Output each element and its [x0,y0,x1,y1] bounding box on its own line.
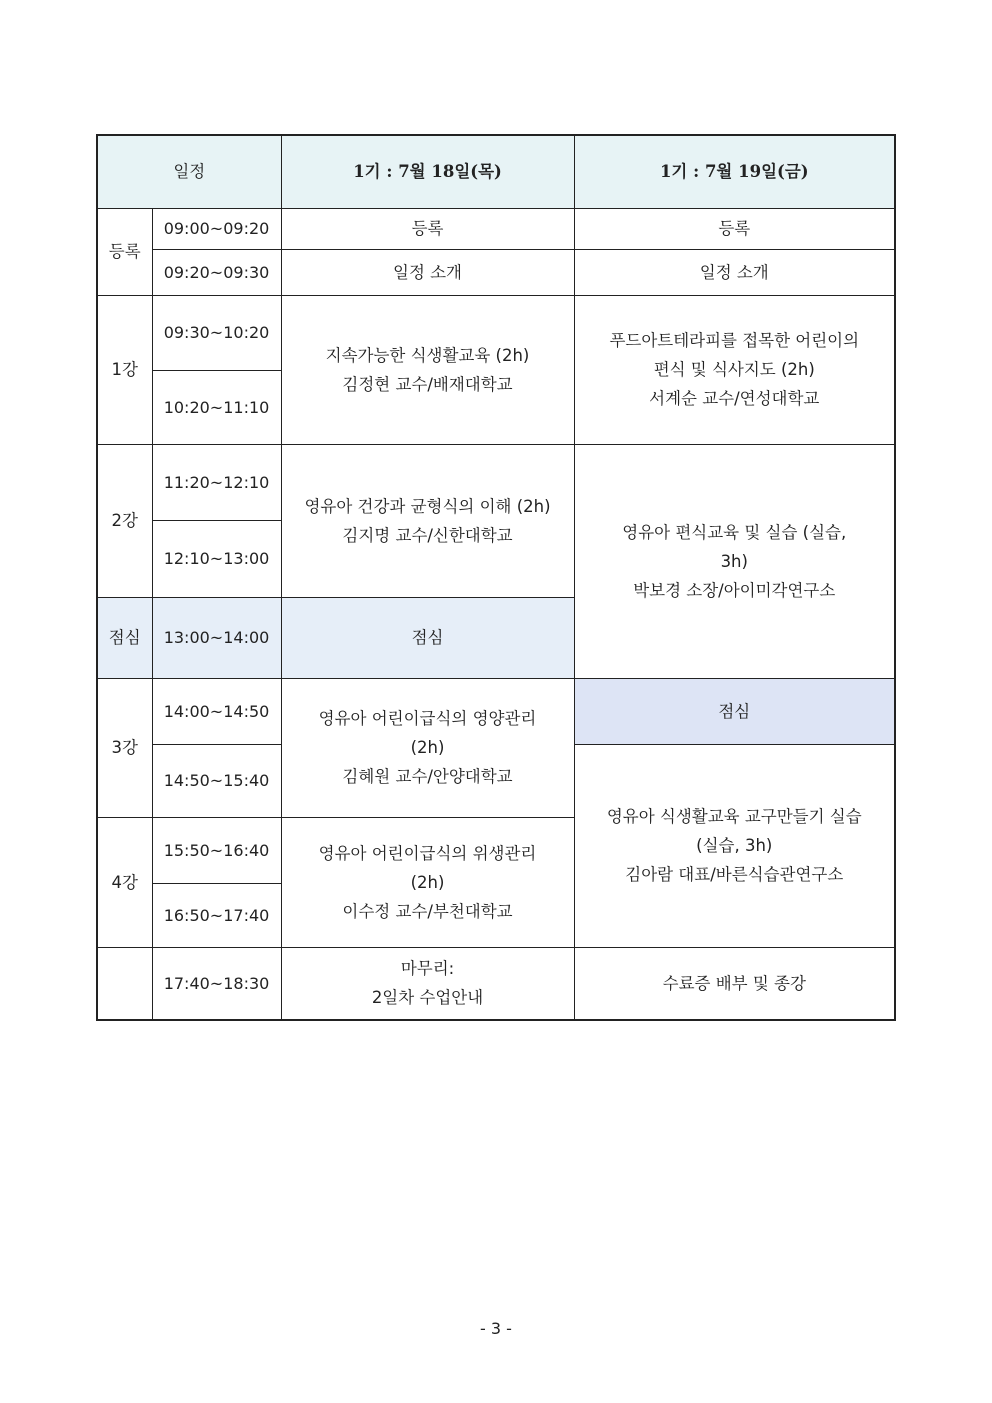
time-cell: 14:50~15:40 [152,744,281,817]
lecture-title: 영유아 식생활교육 교구만들기 실습 [606,807,862,826]
time-cell: 09:30~10:20 [152,295,281,370]
time-cell: 15:50~16:40 [152,817,281,883]
intro-day1: 일정 소개 [281,249,574,295]
lecture-instructor: 이수정 교수/부천대학교 [342,901,513,921]
lecture-instructor: 김정현 교수/배재대학교 [342,374,513,394]
lecture-title: 영유아 어린이급식의 영양관리 [318,709,537,728]
closing-note: 2일차 수업안내 [371,988,484,1008]
lecture-title-cont: 3h) [720,551,748,571]
lecture-title-cont: (실습, 3h) [696,836,773,855]
lecture2-day2 [574,444,895,678]
reg-day1: 등록 [281,208,574,249]
schedule-table [96,134,896,1021]
lecture-title: 푸드아트테라피를 접목한 어린이의 [609,331,860,350]
lecture1-day1 [281,295,574,444]
lecture-title-cont: (2h) [410,872,445,892]
lecture2-label: 2강 [97,444,152,597]
header-schedule: 일정 [97,135,281,208]
lecture3-label: 3강 [97,678,152,817]
lecture-instructor: 박보경 소장/아이미각연구소 [633,580,836,600]
lecture-instructor: 김아람 대표/바른식습관연구소 [625,865,844,884]
lecture-instructor: 김혜원 교수/안양대학교 [342,767,513,786]
lunch-label: 점심 [97,597,152,678]
lecture-title-cont: 편식 및 식사지도 (2h) [653,360,815,379]
time-cell: 09:20~09:30 [152,249,281,295]
time-cell: 13:00~14:00 [152,597,281,678]
lecture-title: 영유아 건강과 균형식의 이해 (2h) [304,496,551,516]
header-day2: 1기 : 7월 19일(금) [574,135,895,208]
time-cell: 12:10~13:00 [152,520,281,597]
lunch-day1: 점심 [281,597,574,678]
lecture-title: 지속가능한 식생활교육 (2h) [325,345,530,365]
closing-day1 [281,947,574,1020]
closing-title: 마무리: [400,959,455,979]
intro-day2: 일정 소개 [574,249,895,295]
time-cell: 17:40~18:30 [152,947,281,1020]
lecture-title-cont: (2h) [410,738,445,757]
lecture1-day2 [574,295,895,444]
time-cell: 16:50~17:40 [152,883,281,947]
time-cell: 11:20~12:10 [152,444,281,520]
lecture3-day1 [281,678,574,817]
lecture4-label: 4강 [97,817,152,947]
page-number: - 3 - [480,1319,512,1338]
lecture-instructor: 김지명 교수/신한대학교 [342,525,513,545]
lunch-day2: 점심 [574,678,895,744]
lecture1-label: 1강 [97,295,152,444]
lecture-instructor: 서계순 교수/연성대학교 [649,389,820,408]
closing-day2: 수료증 배부 및 종강 [574,947,895,1020]
time-cell: 10:20~11:10 [152,370,281,444]
time-cell: 14:00~14:50 [152,678,281,744]
reg-day2: 등록 [574,208,895,249]
lecture3-day2 [574,744,895,947]
header-day1: 1기 : 7월 18일(목) [281,135,574,208]
lecture-title: 영유아 어린이급식의 위생관리 [318,843,537,863]
closing-label [97,947,152,1020]
registration-label: 등록 [97,208,152,295]
time-cell: 09:00~09:20 [152,208,281,249]
lecture2-day1 [281,444,574,597]
lecture4-day1 [281,817,574,947]
lecture-title: 영유아 편식교육 및 실습 (실습, [622,522,847,542]
